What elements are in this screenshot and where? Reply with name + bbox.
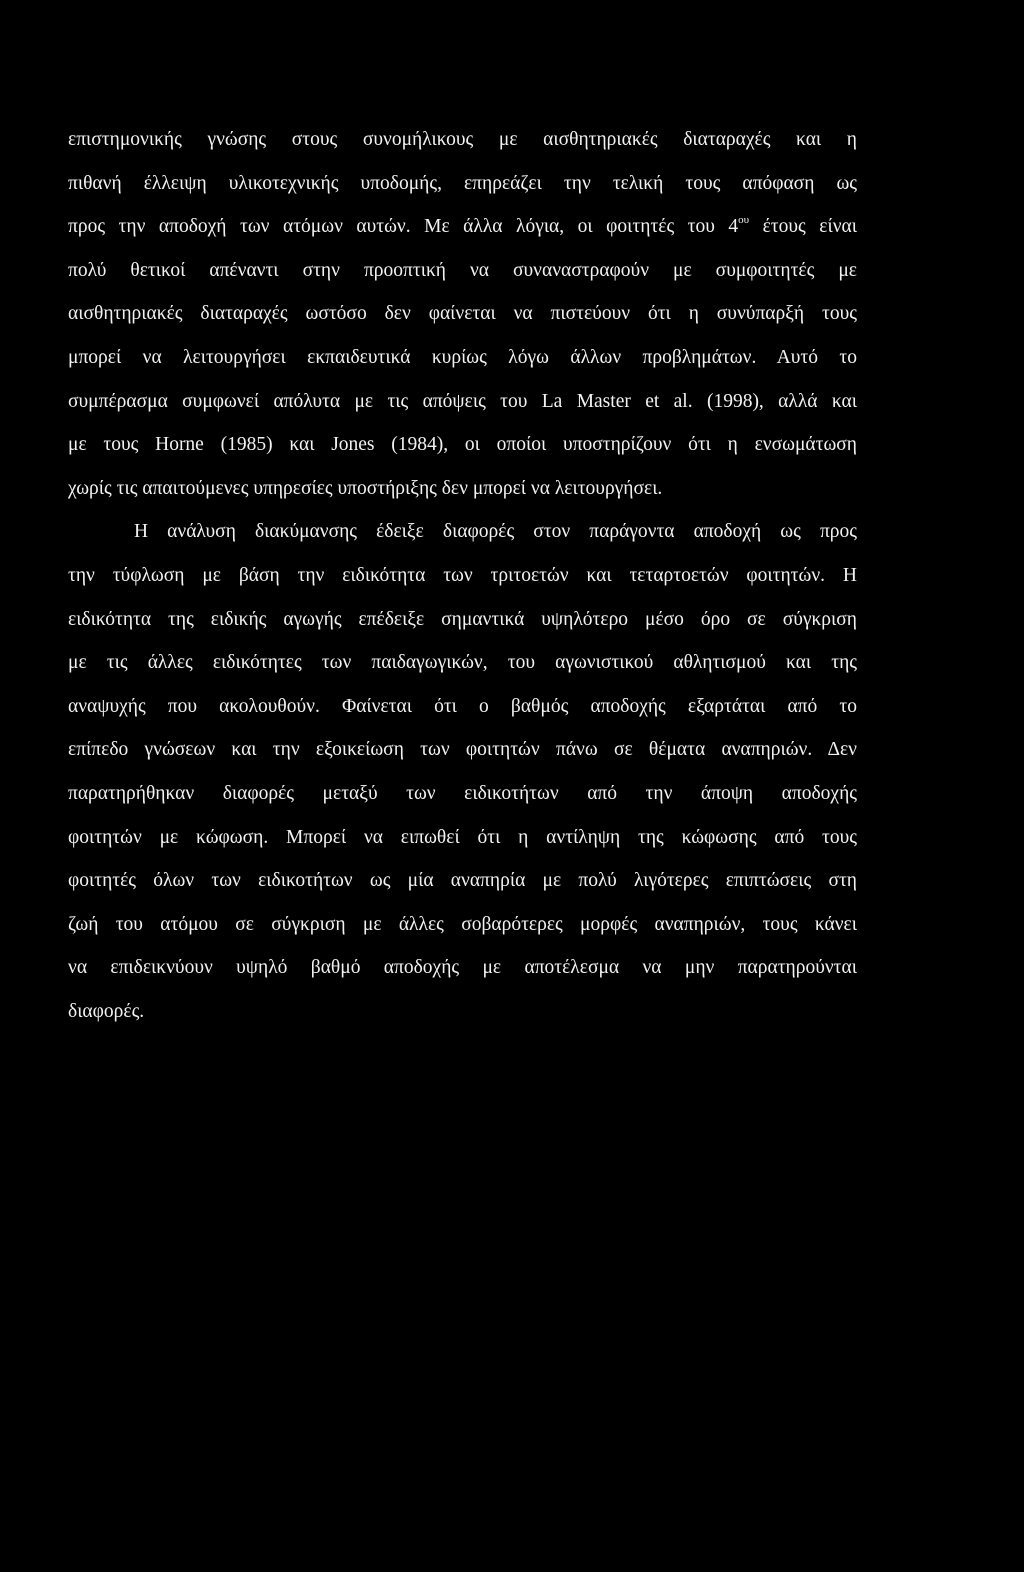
text-line: παρατηρήθηκαν διαφορές μεταξύ των ειδικοτήτων από την άποψη αποδοχής bbox=[68, 782, 857, 804]
text-line: πιθανή έλλειψη υλικοτεχνικής υποδομής, επηρεάζει την τελική τους απόφαση ως bbox=[68, 172, 857, 194]
text-line: φοιτητών με κώφωση. Μπορεί να ειπωθεί ότι η αντίληψη της κώφωσης από τους bbox=[68, 826, 857, 848]
text-line: επιστημονικής γνώσης στους συνομήλικους με αισθητηριακές διαταραχές και η bbox=[68, 129, 857, 150]
text-line: διαφορές. bbox=[68, 1000, 145, 1022]
text-line: χωρίς τις απαιτούμενες υπηρεσίες υποστήριξης δεν μπορεί να λειτουργήσει. bbox=[68, 477, 663, 499]
text-line bbox=[68, 205, 857, 249]
text-line: να επιδεικνύουν υψηλό βαθμό αποδοχής με αποτέλεσμα να μην παρατηρούνται bbox=[68, 957, 857, 979]
text-segment: προς την αποδοχή των ατόμων αυτών. Με άλλα λόγια, οι φοιτητές του 4 bbox=[68, 216, 739, 238]
paragraph-2 bbox=[68, 510, 857, 1033]
text-line: συμπέρασμα συμφωνεί απόλυτα με τις απόψεις του La Master et al. (1998), αλλά και bbox=[68, 390, 857, 412]
text-line: αναψυχής που ακολουθούν. Φαίνεται ότι ο βαθμός αποδοχής εξαρτάται από το bbox=[68, 695, 857, 717]
text-line: ζωή του ατόμου σε σύγκριση με άλλες σοβαρότερες μορφές αναπηριών, τους κάνει bbox=[68, 913, 857, 935]
text-line: Η ανάλυση διακύμανσης έδειξε διαφορές στον παράγοντα αποδοχή ως προς bbox=[134, 521, 857, 543]
document-body bbox=[68, 118, 857, 1033]
text-segment: έτους είναι bbox=[749, 216, 857, 238]
text-line: με τις άλλες ειδικότητες των παιδαγωγικών, του αγωνιστικού αθλητισμού και της bbox=[68, 652, 857, 674]
text-line: φοιτητές όλων των ειδικοτήτων ως μία αναπηρία με πολύ λιγότερες επιπτώσεις στη bbox=[68, 870, 857, 892]
text-line: επίπεδο γνώσεων και την εξοικείωση των φοιτητών πάνω σε θέματα αναπηριών. Δεν bbox=[68, 739, 857, 761]
text-line: με τους Horne (1985) και Jones (1984), οι οποίοι υποστηρίζουν ότι η ενσωμάτωση bbox=[68, 434, 857, 456]
superscript: ου bbox=[738, 214, 750, 227]
text-line: ειδικότητα της ειδικής αγωγής επέδειξε σημαντικά υψηλότερο μέσο όρο σε σύγκριση bbox=[68, 608, 857, 630]
text-line: πολύ θετικοί απέναντι στην προοπτική να συναναστραφούν με συμφοιτητές με bbox=[68, 259, 857, 281]
text-line: αισθητηριακές διαταραχές ωστόσο δεν φαίνεται να πιστεύουν ότι η συνύπαρξή τους bbox=[68, 303, 857, 325]
text-line: μπορεί να λειτουργήσει εκπαιδευτικά κυρίως λόγω άλλων προβλημάτων. Αυτό το bbox=[68, 346, 857, 368]
text-line: την τύφλωση με βάση την ειδικότητα των τριτοετών και τεταρτοετών φοιτητών. Η bbox=[68, 564, 857, 586]
paragraph-1 bbox=[68, 118, 857, 510]
